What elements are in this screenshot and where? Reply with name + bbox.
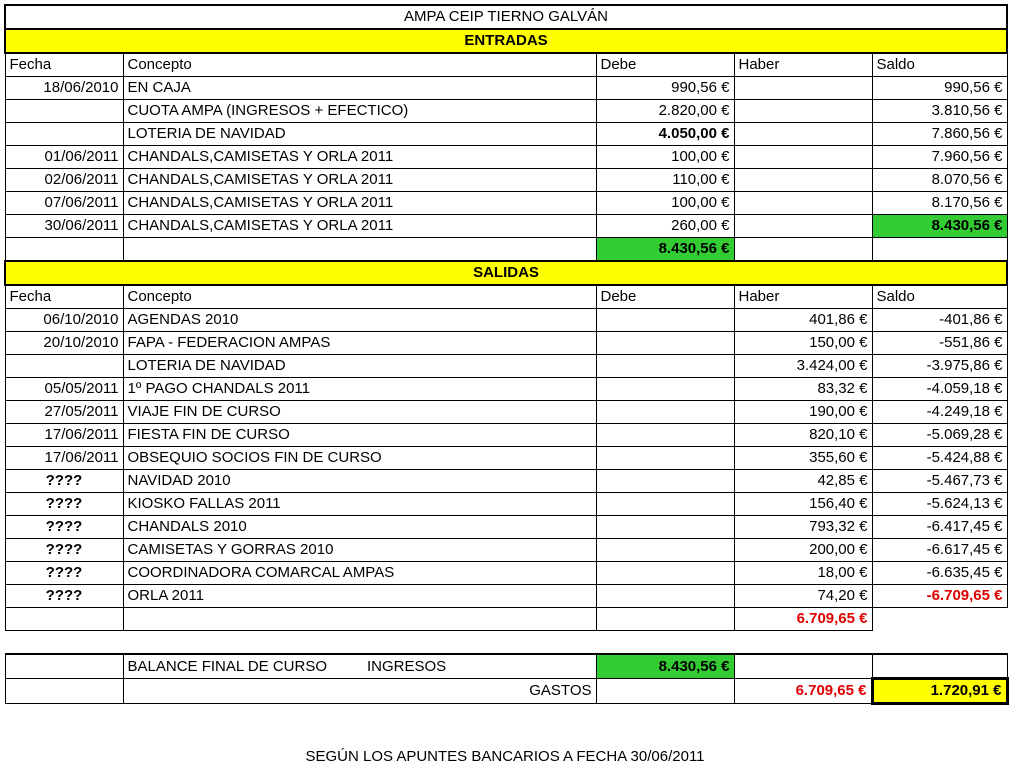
entradas-fecha-cell[interactable] [5,123,123,146]
salidas-debe-cell[interactable] [596,332,734,355]
entradas-saldo-cell[interactable]: 8.170,56 € [872,192,1007,215]
salidas-row [5,516,1007,539]
entradas-fecha-cell[interactable] [5,100,123,123]
salidas-saldo-cell[interactable]: -5.467,73 € [872,470,1007,493]
entradas-saldo-cell[interactable]: 7.860,56 € [872,123,1007,146]
salidas-fecha-cell[interactable]: ???? [5,470,123,493]
entradas-debe-cell[interactable]: 260,00 € [596,215,734,238]
salidas-row [5,562,1007,585]
entradas-haber-cell[interactable] [734,215,872,238]
salidas-fecha-cell[interactable]: ???? [5,493,123,516]
entradas-header-row [5,53,1007,77]
salidas-row [5,355,1007,378]
salidas-section-row [5,261,1007,285]
entradas-fecha-cell[interactable]: 07/06/2011 [5,192,123,215]
salidas-row [5,539,1007,562]
entradas-saldo-cell[interactable]: 7.960,56 € [872,146,1007,169]
entradas-rows [5,77,1007,238]
salidas-concepto-cell[interactable]: OBSEQUIO SOCIOS FIN DE CURSO [123,447,596,470]
entradas-row [5,123,1007,146]
salidas-fecha-cell[interactable]: ???? [5,562,123,585]
entradas-haber-cell[interactable] [734,192,872,215]
salidas-debe-cell[interactable] [596,309,734,332]
salidas-row [5,401,1007,424]
gastos-label[interactable]: GASTOS [123,679,596,704]
entradas-haber-cell[interactable] [734,100,872,123]
gastos-value[interactable]: 6.709,65 € [734,679,872,704]
salidas-debe-cell[interactable] [596,355,734,378]
entradas-concepto-cell[interactable]: EN CAJA [123,77,596,100]
salidas-concepto-cell[interactable]: CHANDALS 2010 [123,516,596,539]
salidas-debe-cell[interactable] [596,447,734,470]
entradas-saldo-cell[interactable]: 8.070,56 € [872,169,1007,192]
header-concepto[interactable]: Concepto [123,53,596,77]
header-saldo[interactable]: Saldo [872,285,1007,309]
salidas-row [5,424,1007,447]
salidas-debe-cell[interactable] [596,470,734,493]
cell [872,608,1007,631]
balance-ingresos-row [5,654,1007,679]
cell[interactable] [5,679,123,704]
salidas-concepto-cell[interactable]: CAMISETAS Y GORRAS 2010 [123,539,596,562]
salidas-saldo-cell[interactable]: -5.069,28 € [872,424,1007,447]
entradas-section-label[interactable]: ENTRADAS [5,29,1007,53]
salidas-concepto-cell[interactable]: COORDINADORA COMARCAL AMPAS [123,562,596,585]
salidas-fecha-cell[interactable]: 06/10/2010 [5,309,123,332]
salidas-haber-cell[interactable]: 42,85 € [734,470,872,493]
entradas-row [5,215,1007,238]
entradas-concepto-cell[interactable]: CUOTA AMPA (INGRESOS + EFECTICO) [123,100,596,123]
entradas-debe-cell[interactable]: 110,00 € [596,169,734,192]
header-haber[interactable]: Haber [734,53,872,77]
salidas-haber-cell[interactable]: 793,32 € [734,516,872,539]
salidas-saldo-cell[interactable]: -6.709,65 € [872,585,1007,608]
cell[interactable] [5,608,123,631]
entradas-haber-cell[interactable] [734,123,872,146]
salidas-concepto-cell[interactable]: 1º PAGO CHANDALS 2011 [123,378,596,401]
salidas-haber-cell[interactable]: 190,00 € [734,401,872,424]
entradas-fecha-cell[interactable]: 30/06/2011 [5,215,123,238]
salidas-fecha-cell[interactable]: 20/10/2010 [5,332,123,355]
header-saldo[interactable]: Saldo [872,53,1007,77]
salidas-saldo-cell[interactable]: -4.059,18 € [872,378,1007,401]
salidas-haber-cell[interactable]: 83,32 € [734,378,872,401]
salidas-fecha-cell[interactable]: ???? [5,539,123,562]
salidas-haber-cell[interactable]: 150,00 € [734,332,872,355]
balance-label: BALANCE FINAL DE CURSO [127,657,327,675]
ingresos-value[interactable]: 8.430,56 € [596,654,734,679]
salidas-concepto-cell[interactable]: FIESTA FIN DE CURSO [123,424,596,447]
entradas-fecha-cell[interactable]: 18/06/2010 [5,77,123,100]
entradas-row [5,146,1007,169]
cell[interactable] [123,608,596,631]
header-debe[interactable]: Debe [596,285,734,309]
salidas-row [5,470,1007,493]
entradas-haber-cell[interactable] [734,169,872,192]
salidas-concepto-cell[interactable]: FAPA - FEDERACION AMPAS [123,332,596,355]
salidas-haber-cell[interactable]: 74,20 € [734,585,872,608]
cell[interactable] [596,679,734,704]
cell[interactable] [596,608,734,631]
salidas-haber-cell[interactable]: 355,60 € [734,447,872,470]
ledger-table [4,4,1009,705]
salidas-haber-cell[interactable]: 820,10 € [734,424,872,447]
salidas-header-row [5,285,1007,309]
salidas-concepto-cell[interactable]: LOTERIA DE NAVIDAD [123,355,596,378]
header-debe[interactable]: Debe [596,53,734,77]
entradas-fecha-cell[interactable]: 01/06/2011 [5,146,123,169]
salidas-saldo-cell[interactable]: -401,86 € [872,309,1007,332]
entradas-concepto-cell[interactable]: CHANDALS,CAMISETAS Y ORLA 2011 [123,192,596,215]
salidas-saldo-cell[interactable]: -4.249,18 € [872,401,1007,424]
header-fecha[interactable]: Fecha [5,285,123,309]
salidas-rows [5,309,1007,608]
salidas-debe-cell[interactable] [596,516,734,539]
salidas-haber-cell[interactable]: 18,00 € [734,562,872,585]
entradas-row [5,192,1007,215]
salidas-debe-cell[interactable] [596,424,734,447]
cell[interactable] [734,238,872,262]
salidas-haber-cell[interactable]: 156,40 € [734,493,872,516]
entradas-debe-cell[interactable]: 100,00 € [596,146,734,169]
spreadsheet [4,4,1009,705]
salidas-fecha-cell[interactable]: ???? [5,516,123,539]
header-fecha[interactable]: Fecha [5,53,123,77]
spacer [5,631,1007,655]
salidas-saldo-cell[interactable]: -6.617,45 € [872,539,1007,562]
salidas-row [5,332,1007,355]
spacer-row [5,631,1007,655]
salidas-concepto-cell[interactable]: NAVIDAD 2010 [123,470,596,493]
salidas-fecha-cell[interactable]: 27/05/2011 [5,401,123,424]
salidas-row [5,309,1007,332]
salidas-fecha-cell[interactable]: ???? [5,585,123,608]
salidas-fecha-cell[interactable]: 17/06/2011 [5,424,123,447]
cell[interactable] [123,238,596,262]
entradas-debe-cell[interactable]: 2.820,00 € [596,100,734,123]
salidas-saldo-cell[interactable]: -5.424,88 € [872,447,1007,470]
entradas-haber-cell[interactable] [734,77,872,100]
entradas-haber-cell[interactable] [734,146,872,169]
header-concepto[interactable]: Concepto [123,285,596,309]
ingresos-label: INGRESOS [367,657,447,675]
entradas-row [5,100,1007,123]
entradas-row [5,169,1007,192]
entradas-concepto-cell[interactable]: CHANDALS,CAMISETAS Y ORLA 2011 [123,215,596,238]
cell[interactable] [872,654,1007,679]
entradas-saldo-cell[interactable]: 990,56 € [872,77,1007,100]
salidas-saldo-cell[interactable]: -551,86 € [872,332,1007,355]
salidas-haber-cell[interactable]: 401,86 € [734,309,872,332]
entradas-debe-cell[interactable]: 990,56 € [596,77,734,100]
salidas-debe-cell[interactable] [596,378,734,401]
salidas-fecha-cell[interactable]: 05/05/2011 [5,378,123,401]
salidas-debe-cell[interactable] [596,585,734,608]
entradas-total-row [5,238,1007,262]
salidas-haber-cell[interactable]: 3.424,00 € [734,355,872,378]
salidas-haber-cell[interactable]: 200,00 € [734,539,872,562]
cell[interactable] [5,654,123,679]
header-haber[interactable]: Haber [734,285,872,309]
salidas-total-haber[interactable]: 6.709,65 € [734,608,872,631]
salidas-debe-cell[interactable] [596,539,734,562]
salidas-fecha-cell[interactable] [5,355,123,378]
salidas-saldo-cell[interactable]: -6.417,45 € [872,516,1007,539]
salidas-concepto-cell[interactable]: ORLA 2011 [123,585,596,608]
entradas-row [5,77,1007,100]
salidas-concepto-cell[interactable]: KIOSKO FALLAS 2011 [123,493,596,516]
salidas-total-row [5,608,1007,631]
entradas-debe-cell[interactable]: 100,00 € [596,192,734,215]
entradas-total-debe[interactable]: 8.430,56 € [596,238,734,262]
salidas-row [5,585,1007,608]
salidas-row [5,493,1007,516]
salidas-fecha-cell[interactable]: 17/06/2011 [5,447,123,470]
balance-gastos-row [5,679,1007,704]
salidas-saldo-cell[interactable]: -6.635,45 € [872,562,1007,585]
salidas-debe-cell[interactable] [596,493,734,516]
salidas-row [5,378,1007,401]
sheet-title[interactable]: AMPA CEIP TIERNO GALVÁN [5,5,1007,29]
entradas-saldo-cell[interactable]: 3.810,56 € [872,100,1007,123]
title-row [5,5,1007,29]
balance-label-cell[interactable] [123,654,596,679]
entradas-fecha-cell[interactable]: 02/06/2011 [5,169,123,192]
entradas-debe-cell[interactable]: 4.050,00 € [596,123,734,146]
salidas-debe-cell[interactable] [596,562,734,585]
entradas-concepto-cell[interactable]: CHANDALS,CAMISETAS Y ORLA 2011 [123,146,596,169]
entradas-saldo-cell[interactable]: 8.430,56 € [872,215,1007,238]
final-balance-value[interactable]: 1.720,91 € [872,679,1007,704]
entradas-concepto-cell[interactable]: CHANDALS,CAMISETAS Y ORLA 2011 [123,169,596,192]
cell[interactable] [734,654,872,679]
entradas-section-row [5,29,1007,53]
footer-note: SEGÚN LOS APUNTES BANCARIOS A FECHA 30/06/2011 [305,748,705,765]
salidas-saldo-cell[interactable]: -5.624,13 € [872,493,1007,516]
cell[interactable] [872,238,1007,262]
entradas-concepto-cell[interactable]: LOTERIA DE NAVIDAD [123,123,596,146]
salidas-debe-cell[interactable] [596,401,734,424]
cell[interactable] [5,238,123,262]
salidas-row [5,447,1007,470]
salidas-concepto-cell[interactable]: VIAJE FIN DE CURSO [123,401,596,424]
salidas-section-label[interactable]: SALIDAS [5,261,1007,285]
salidas-saldo-cell[interactable]: -3.975,86 € [872,355,1007,378]
salidas-concepto-cell[interactable]: AGENDAS 2010 [123,309,596,332]
